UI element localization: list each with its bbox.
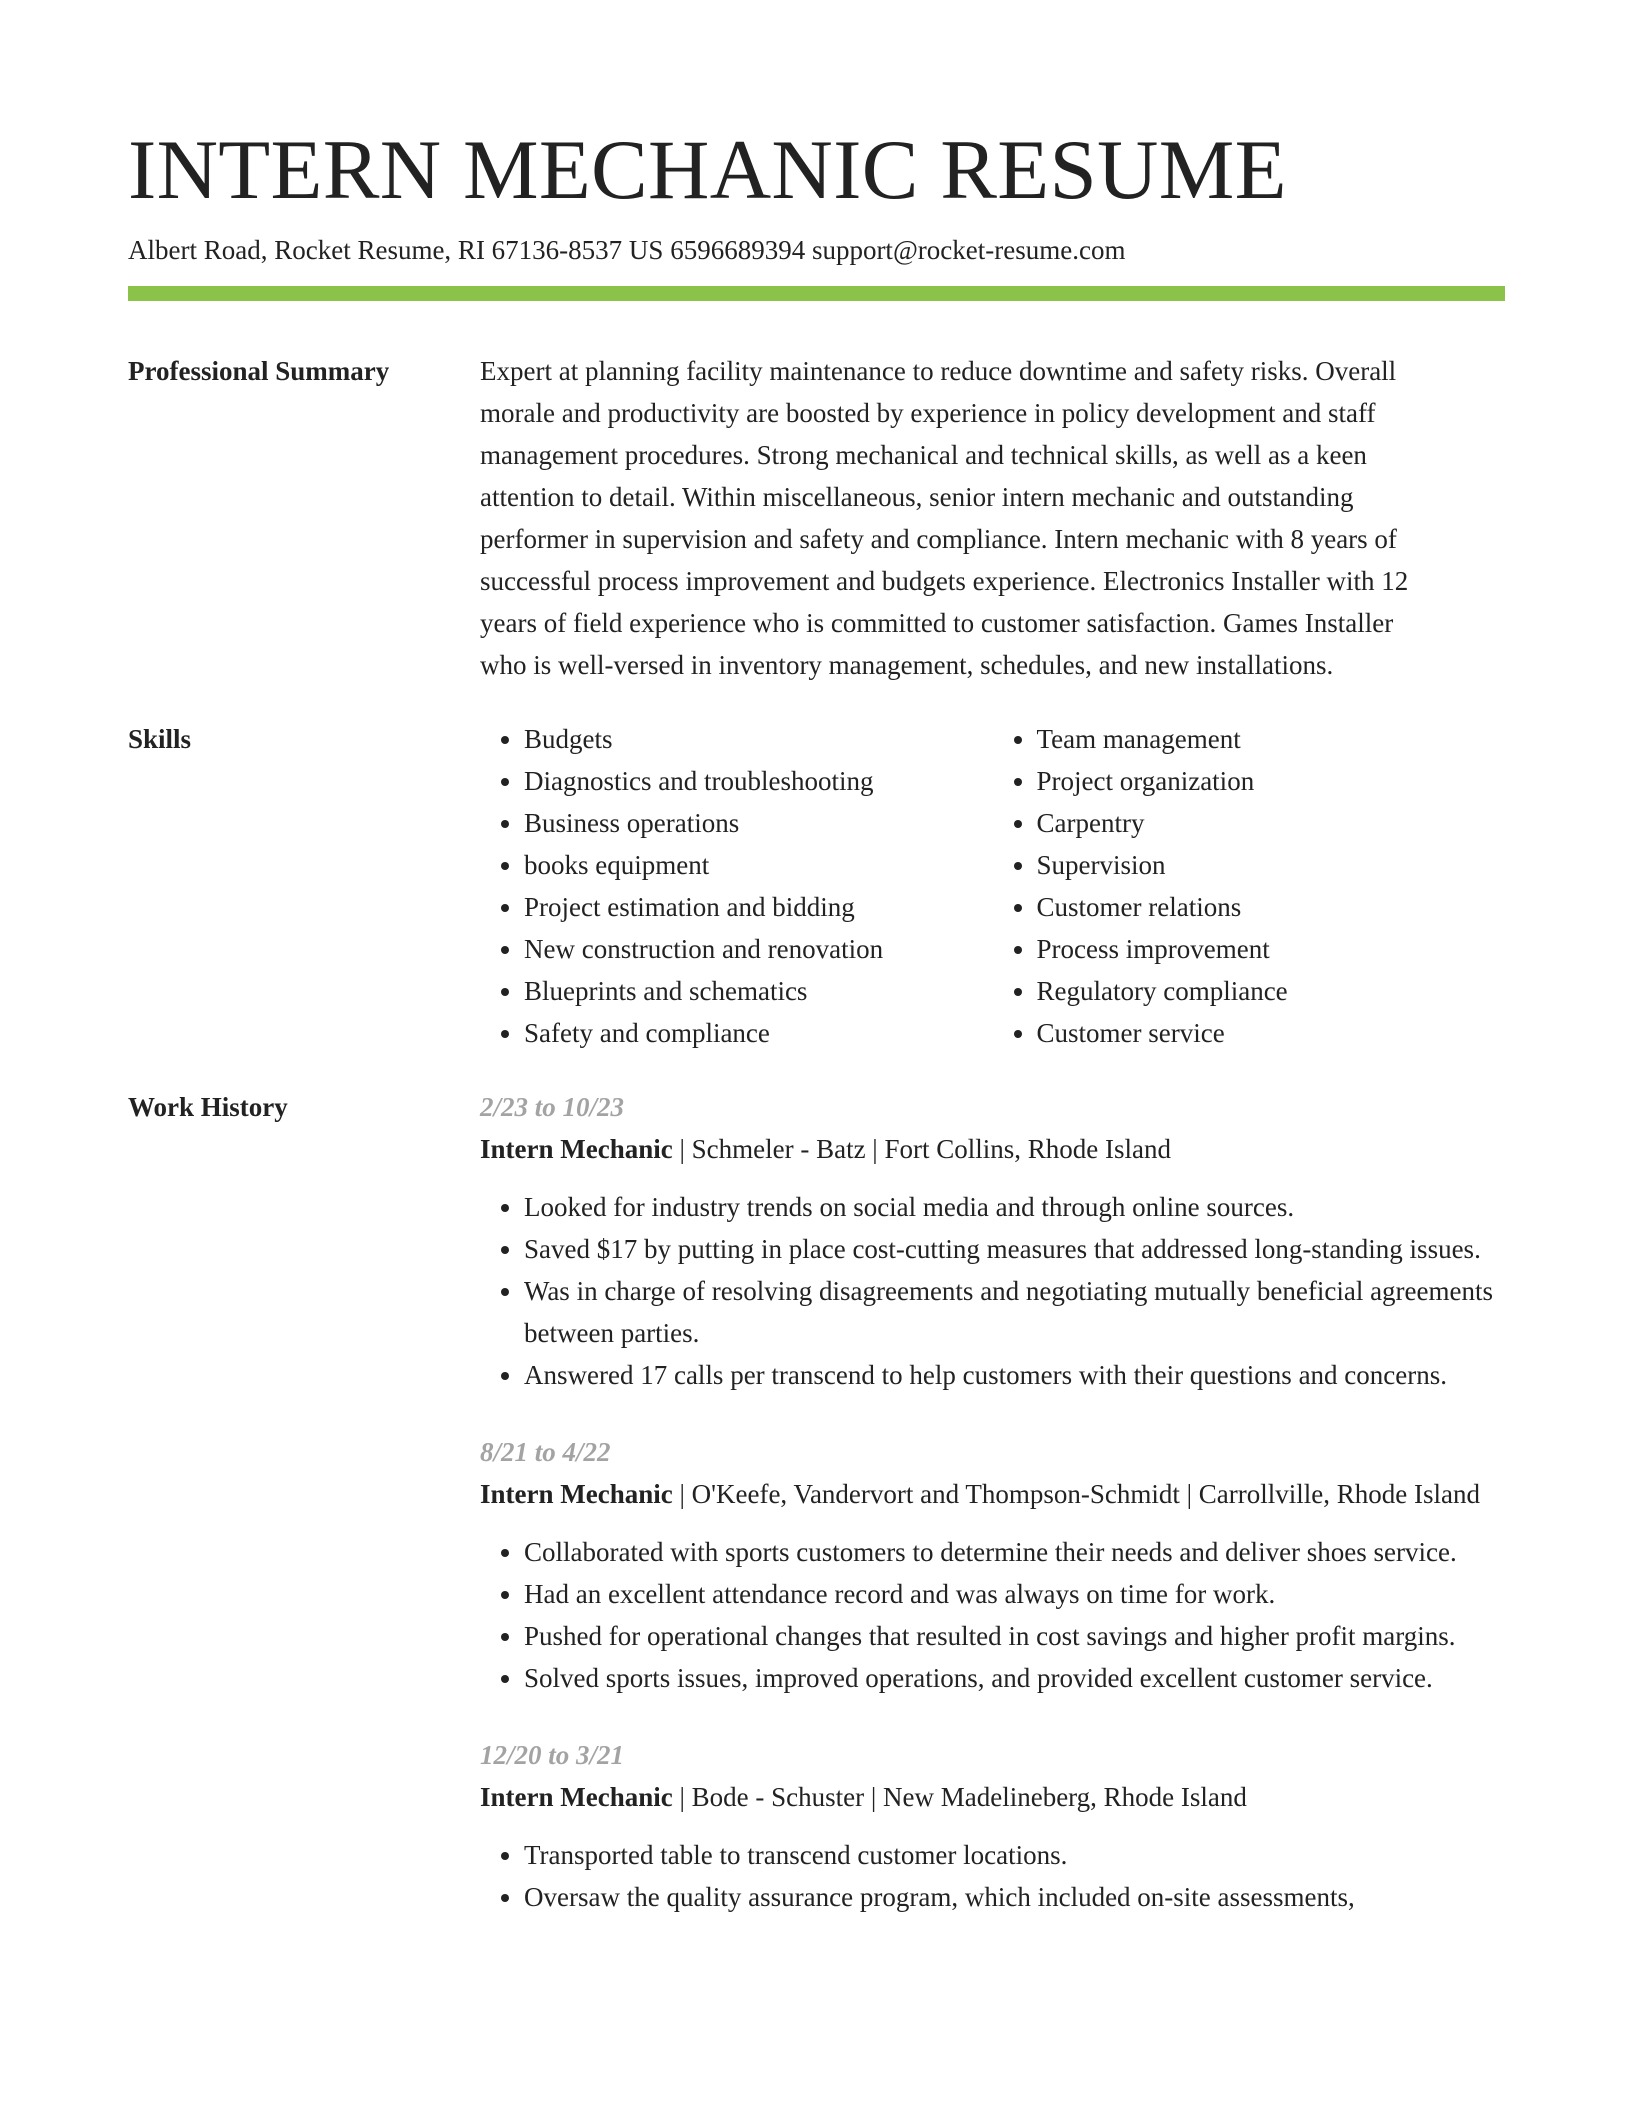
job-bullet: • Oversaw the quality assurance program, which included on-site assessments, [524, 1876, 1505, 1918]
skill-item: • Project estimation and bidding [524, 886, 993, 928]
job-entry [480, 1086, 1505, 1396]
job-entry [480, 1431, 1505, 1699]
job-heading [480, 1776, 1505, 1818]
summary-text [480, 350, 1505, 686]
job-bullets [480, 1834, 1505, 1918]
summary-line: attention to detail. Within miscellaneous, senior intern mechanic and outstanding [480, 482, 1354, 512]
skill-item: • Carpentry [1037, 802, 1506, 844]
job-bullets [480, 1186, 1505, 1396]
skill-item: • Safety and compliance [524, 1012, 993, 1054]
summary-line: management procedures. Strong mechanical and technical skills, as well as a keen [480, 440, 1367, 470]
skill-item: • Supervision [1037, 844, 1506, 886]
job-entry [480, 1734, 1505, 1918]
skill-item: • Process improvement [1037, 928, 1506, 970]
job-bullet: • Solved sports issues, improved operations, and provided excellent customer service. [524, 1657, 1505, 1699]
skill-item: • Project organization [1037, 760, 1506, 802]
skill-item: • Budgets [524, 718, 993, 760]
summary-line: morale and productivity are boosted by experience in policy development and staff [480, 398, 1376, 428]
job-bullet: • Answered 17 calls per transcend to help customers with their questions and concerns. [524, 1354, 1505, 1396]
job-details: | Bode - Schuster | New Madelineberg, Rhode Island [672, 1782, 1247, 1812]
skills-list-left [480, 718, 993, 1054]
job-bullet: • Looked for industry trends on social media and through online sources. [524, 1186, 1505, 1228]
job-bullet: • Transported table to transcend customer locations. [524, 1834, 1505, 1876]
skill-item: • Customer relations [1037, 886, 1506, 928]
summary-line: performer in supervision and safety and compliance. Intern mechanic with 8 years of [480, 524, 1397, 554]
summary-line: years of field experience who is committed to customer satisfaction. Games Installer [480, 608, 1394, 638]
job-dates: 8/21 to 4/22 [480, 1437, 611, 1467]
job-bullet: • Collaborated with sports customers to determine their needs and deliver shoes service. [524, 1531, 1505, 1573]
skill-item: • Customer service [1037, 1012, 1506, 1054]
summary-line: Expert at planning facility maintenance to reduce downtime and safety risks. Overall [480, 356, 1397, 386]
work-body [480, 1086, 1505, 1953]
job-dates: 2/23 to 10/23 [480, 1092, 625, 1122]
job-bullet: • Pushed for operational changes that resulted in cost savings and higher profit margins. [524, 1615, 1505, 1657]
header-divider [128, 286, 1505, 301]
job-title: Intern Mechanic [480, 1782, 673, 1812]
contact-line: Albert Road, Rocket Resume, RI 67136-8537 US 6596689394 support@rocket-resume.com [128, 235, 1126, 265]
skills-body [480, 718, 1505, 1054]
skill-item: • Blueprints and schematics [524, 970, 993, 1012]
resume-title: INTERN MECHANIC RESUME [128, 123, 1287, 217]
job-title: Intern Mechanic [480, 1134, 673, 1164]
job-bullet: • Saved $17 by putting in place cost-cutting measures that addressed long-standing issues. [524, 1228, 1505, 1270]
job-dates: 12/20 to 3/21 [480, 1740, 625, 1770]
skill-item: • Diagnostics and troubleshooting [524, 760, 993, 802]
skills-label: Skills [128, 724, 192, 754]
job-bullet: • Was in charge of resolving disagreements and negotiating mutually beneficial agreements between parties. [524, 1270, 1505, 1354]
work-label: Work History [128, 1092, 288, 1122]
job-title: Intern Mechanic [480, 1479, 673, 1509]
job-details: | Schmeler - Batz | Fort Collins, Rhode Island [672, 1134, 1171, 1164]
summary-line: successful process improvement and budgets experience. Electronics Installer with 12 [480, 566, 1409, 596]
summary-body [480, 350, 1505, 686]
skill-item: • Business operations [524, 802, 993, 844]
job-bullet: • Had an excellent attendance record and was always on time for work. [524, 1573, 1505, 1615]
summary-label: Professional Summary [128, 356, 390, 386]
job-bullets [480, 1531, 1505, 1699]
summary-line: who is well-versed in inventory management, schedules, and new installations. [480, 650, 1334, 680]
skills-list-right [993, 718, 1506, 1054]
skill-item: • Team management [1037, 718, 1506, 760]
job-details: | O'Keefe, Vandervort and Thompson-Schmidt | Carrollville, Rhode Island [672, 1479, 1480, 1509]
job-heading [480, 1128, 1505, 1170]
skill-item: • Regulatory compliance [1037, 970, 1506, 1012]
skill-item: • New construction and renovation [524, 928, 993, 970]
skill-item: • books equipment [524, 844, 993, 886]
job-heading [480, 1473, 1505, 1515]
